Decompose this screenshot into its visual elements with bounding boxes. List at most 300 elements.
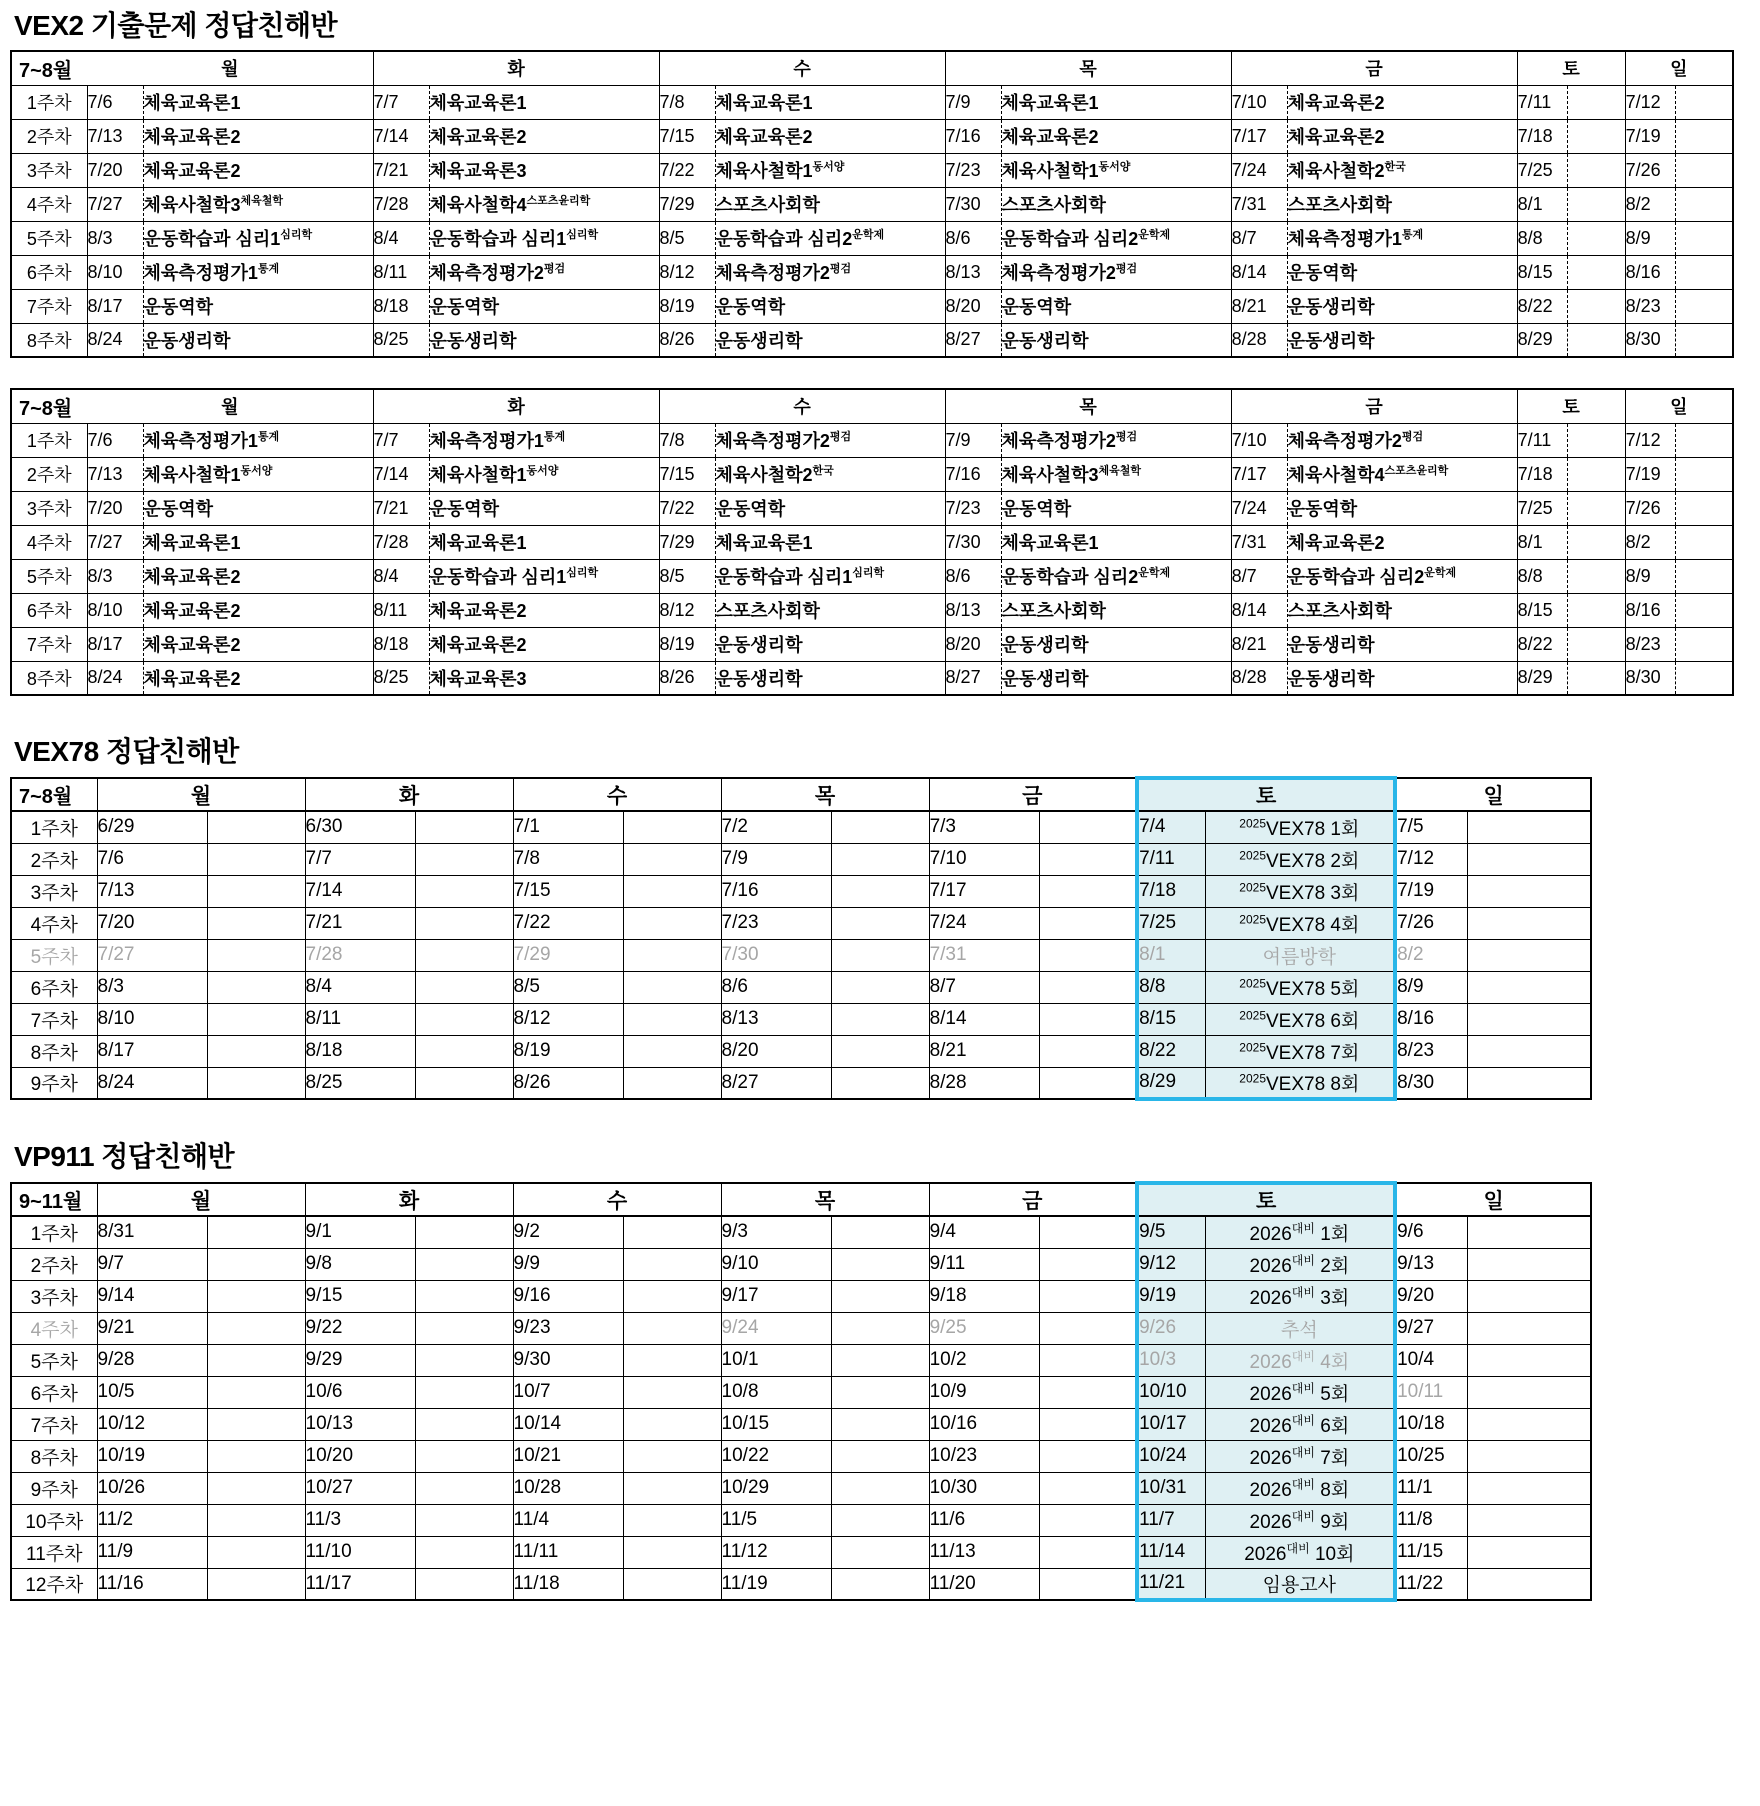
empty-cell bbox=[1039, 1003, 1137, 1035]
week-label: 10주차 bbox=[11, 1504, 97, 1536]
subject-superscript: 심리학 bbox=[566, 567, 599, 579]
day-header-5: 토 bbox=[1517, 51, 1625, 85]
date-cell: 7/10 bbox=[1231, 85, 1287, 119]
empty-cell bbox=[623, 1003, 721, 1035]
date-cell: 8/20 bbox=[721, 1035, 831, 1067]
empty-cell bbox=[415, 1568, 513, 1600]
subject-cell: 체육교육론2 bbox=[143, 661, 373, 695]
empty-cell bbox=[415, 1067, 513, 1099]
empty-cell bbox=[1467, 1216, 1591, 1248]
date-cell: 8/11 bbox=[373, 593, 429, 627]
subject-cell bbox=[1567, 85, 1625, 119]
date-cell: 10/15 bbox=[721, 1408, 831, 1440]
table-row bbox=[11, 423, 1733, 457]
day-header-4: 금 bbox=[1231, 389, 1517, 423]
day-header-5: 토 bbox=[1517, 389, 1625, 423]
date-cell: 10/14 bbox=[513, 1408, 623, 1440]
subject-cell: 체육측정평가$1^{통계}$ bbox=[143, 255, 373, 289]
table-row bbox=[11, 1408, 1591, 1440]
date-cell: 7/20 bbox=[97, 907, 207, 939]
subject-cell bbox=[1675, 457, 1733, 491]
week-label: 6주차 bbox=[11, 593, 87, 627]
exam-superscript: 2025 bbox=[1239, 880, 1266, 895]
date-cell: 7/28 bbox=[305, 939, 415, 971]
date-cell: 8/5 bbox=[513, 971, 623, 1003]
subject-superscript: 한국 bbox=[812, 465, 834, 477]
subject-cell bbox=[1675, 491, 1733, 525]
subject-superscript: 심리학 bbox=[566, 229, 599, 241]
subject-cell: 체육측정평가$2^{평검}$ bbox=[715, 255, 945, 289]
empty-cell bbox=[207, 1067, 305, 1099]
date-cell: 10/2 bbox=[929, 1344, 1039, 1376]
subject-superscript: 운학제 bbox=[1424, 567, 1457, 579]
section-title-vex2: VEX2 기출문제 정답친해반 bbox=[14, 10, 338, 41]
day-header-1: 화 bbox=[305, 1183, 513, 1216]
date-cell: 8/7 bbox=[1231, 221, 1287, 255]
saturday-exam-cell: $2026^{대비}$ 4회 bbox=[1205, 1344, 1395, 1376]
empty-cell bbox=[1467, 875, 1591, 907]
subject-superscript: 운학제 bbox=[1138, 229, 1171, 241]
date-cell: 7/19 bbox=[1625, 457, 1675, 491]
subject-cell: 운동생리학 bbox=[715, 627, 945, 661]
empty-cell bbox=[207, 1216, 305, 1248]
exam-superscript: 대비 bbox=[1291, 1381, 1315, 1396]
subject-cell: 운동역학 bbox=[715, 289, 945, 323]
empty-cell bbox=[1467, 1536, 1591, 1568]
sunday-date-cell: 10/25 bbox=[1395, 1440, 1467, 1472]
date-cell: 10/12 bbox=[97, 1408, 207, 1440]
table-row bbox=[11, 1472, 1591, 1504]
date-cell: 7/30 bbox=[721, 939, 831, 971]
date-cell: 8/15 bbox=[1517, 593, 1567, 627]
date-cell: 11/20 bbox=[929, 1568, 1039, 1600]
subject-cell bbox=[1567, 661, 1625, 695]
subject-cell: 운동생리학 bbox=[1001, 661, 1231, 695]
date-cell: 11/5 bbox=[721, 1504, 831, 1536]
day-header-0: 월 bbox=[97, 778, 305, 811]
table-row bbox=[11, 1003, 1591, 1035]
date-cell: 10/27 bbox=[305, 1472, 415, 1504]
day-header-5: 토 bbox=[1137, 778, 1395, 811]
empty-cell bbox=[831, 1568, 929, 1600]
empty-cell bbox=[415, 971, 513, 1003]
date-cell: 7/7 bbox=[305, 843, 415, 875]
saturday-date-cell: 7/18 bbox=[1137, 875, 1205, 907]
subject-superscript: 심리학 bbox=[852, 567, 885, 579]
empty-cell bbox=[207, 939, 305, 971]
date-cell: 7/17 bbox=[929, 875, 1039, 907]
subject-cell bbox=[1675, 559, 1733, 593]
subject-cell: 체육측정평가$2^{평검}$ bbox=[429, 255, 659, 289]
date-cell: 7/9 bbox=[721, 843, 831, 875]
week-label: 7주차 bbox=[11, 627, 87, 661]
schedule-document bbox=[0, 4, 1760, 1602]
empty-cell bbox=[1039, 1472, 1137, 1504]
subject-cell: 체육사철학$3^{체육철학}$ bbox=[1001, 457, 1231, 491]
subject-cell: 체육측정평가$2^{평검}$ bbox=[1001, 255, 1231, 289]
subject-cell: 체육측정평가$1^{통계}$ bbox=[143, 423, 373, 457]
date-cell: 8/13 bbox=[721, 1003, 831, 1035]
day-header-0: 월 bbox=[87, 389, 373, 423]
empty-cell bbox=[1039, 1248, 1137, 1280]
subject-superscript: 스포츠윤리학 bbox=[526, 195, 591, 207]
subject-cell: 스포츠사회학 bbox=[715, 593, 945, 627]
empty-cell bbox=[623, 1312, 721, 1344]
saturday-date-cell: 7/4 bbox=[1137, 811, 1205, 843]
saturday-date-cell: 10/17 bbox=[1137, 1408, 1205, 1440]
date-cell: 7/20 bbox=[87, 153, 143, 187]
date-cell: 7/16 bbox=[945, 457, 1001, 491]
empty-cell bbox=[207, 1376, 305, 1408]
subject-cell: 운동생리학 bbox=[1287, 289, 1517, 323]
saturday-exam-cell: $^{2025}$VEX78 1회 bbox=[1205, 811, 1395, 843]
empty-cell bbox=[831, 1440, 929, 1472]
empty-cell bbox=[831, 1035, 929, 1067]
date-cell: 7/2 bbox=[721, 811, 831, 843]
date-cell: 8/18 bbox=[305, 1035, 415, 1067]
empty-cell bbox=[207, 1536, 305, 1568]
week-label: 6주차 bbox=[11, 255, 87, 289]
table-row bbox=[11, 119, 1733, 153]
date-cell: 9/10 bbox=[721, 1248, 831, 1280]
saturday-exam-cell: $2026^{대비}$ 1회 bbox=[1205, 1216, 1395, 1248]
date-cell: 11/19 bbox=[721, 1568, 831, 1600]
empty-cell bbox=[1467, 1312, 1591, 1344]
empty-cell bbox=[831, 1536, 929, 1568]
week-label: 4주차 bbox=[11, 525, 87, 559]
saturday-exam-cell: 여름방학 bbox=[1205, 939, 1395, 971]
day-header-2: 수 bbox=[513, 1183, 721, 1216]
date-cell: 8/4 bbox=[373, 221, 429, 255]
empty-cell bbox=[831, 939, 929, 971]
week-label: 1주차 bbox=[11, 811, 97, 843]
date-cell: 10/22 bbox=[721, 1440, 831, 1472]
date-cell: 7/17 bbox=[1231, 457, 1287, 491]
empty-cell bbox=[1467, 1376, 1591, 1408]
week-label: 9주차 bbox=[11, 1067, 97, 1099]
table-row bbox=[11, 491, 1733, 525]
date-cell: 7/17 bbox=[1231, 119, 1287, 153]
table-header-row bbox=[11, 1183, 1591, 1216]
date-cell: 8/22 bbox=[1517, 289, 1567, 323]
subject-cell: 체육교육론2 bbox=[1287, 85, 1517, 119]
week-label: 8주차 bbox=[11, 661, 87, 695]
empty-cell bbox=[207, 1472, 305, 1504]
date-cell: 11/4 bbox=[513, 1504, 623, 1536]
week-label: 2주차 bbox=[11, 119, 87, 153]
sunday-date-cell: 7/19 bbox=[1395, 875, 1467, 907]
week-label: 11주차 bbox=[11, 1536, 97, 1568]
saturday-exam-cell: $2026^{대비}$ 3회 bbox=[1205, 1280, 1395, 1312]
date-cell: 8/26 bbox=[513, 1067, 623, 1099]
subject-cell: 체육사철학$4^{스포츠윤리학}$ bbox=[429, 187, 659, 221]
empty-cell bbox=[1467, 843, 1591, 875]
table-row bbox=[11, 661, 1733, 695]
date-cell: 8/14 bbox=[1231, 593, 1287, 627]
empty-cell bbox=[415, 1216, 513, 1248]
subject-cell: 체육교육론1 bbox=[429, 525, 659, 559]
empty-cell bbox=[1039, 1067, 1137, 1099]
date-cell: 6/30 bbox=[305, 811, 415, 843]
date-cell: 7/27 bbox=[87, 187, 143, 221]
subject-cell bbox=[1567, 457, 1625, 491]
exam-superscript: 대비 bbox=[1286, 1541, 1310, 1556]
date-cell: 7/29 bbox=[659, 525, 715, 559]
subject-cell: 체육교육론1 bbox=[429, 85, 659, 119]
date-cell: 7/8 bbox=[659, 85, 715, 119]
empty-cell bbox=[831, 1408, 929, 1440]
subject-cell: 운동역학 bbox=[1001, 289, 1231, 323]
subject-cell: 체육교육론1 bbox=[1001, 85, 1231, 119]
date-cell: 8/5 bbox=[659, 221, 715, 255]
saturday-date-cell: 11/14 bbox=[1137, 1536, 1205, 1568]
date-cell: 10/16 bbox=[929, 1408, 1039, 1440]
date-cell: 7/3 bbox=[929, 811, 1039, 843]
saturday-date-cell: 10/31 bbox=[1137, 1472, 1205, 1504]
day-header-6: 일 bbox=[1625, 389, 1733, 423]
subject-cell: 운동생리학 bbox=[1287, 661, 1517, 695]
date-cell: 7/24 bbox=[1231, 153, 1287, 187]
date-cell: 8/3 bbox=[87, 559, 143, 593]
empty-cell bbox=[415, 1035, 513, 1067]
subject-cell: 운동생리학 bbox=[429, 323, 659, 357]
section-title-vex78: VEX78 정답친해반 bbox=[14, 736, 239, 767]
date-cell: 7/29 bbox=[513, 939, 623, 971]
date-cell: 8/17 bbox=[87, 627, 143, 661]
date-cell: 8/9 bbox=[1625, 221, 1675, 255]
day-header-6: 일 bbox=[1395, 778, 1591, 811]
date-cell: 9/29 bbox=[305, 1344, 415, 1376]
date-cell: 7/13 bbox=[87, 119, 143, 153]
date-cell: 7/25 bbox=[1517, 153, 1567, 187]
subject-cell bbox=[1675, 85, 1733, 119]
subject-cell bbox=[1675, 525, 1733, 559]
exam-superscript: 2025 bbox=[1239, 1008, 1266, 1023]
empty-cell bbox=[207, 1003, 305, 1035]
subject-superscript: 평검 bbox=[1115, 263, 1138, 275]
date-cell: 8/20 bbox=[945, 627, 1001, 661]
empty-cell bbox=[1467, 971, 1591, 1003]
subject-schedule-table bbox=[10, 388, 1734, 696]
subject-superscript: 체육철학 bbox=[1098, 465, 1142, 477]
date-cell: 11/12 bbox=[721, 1536, 831, 1568]
date-cell: 9/9 bbox=[513, 1248, 623, 1280]
date-cell: 9/21 bbox=[97, 1312, 207, 1344]
empty-cell bbox=[623, 1472, 721, 1504]
table-row bbox=[11, 1536, 1591, 1568]
saturday-date-cell: 9/5 bbox=[1137, 1216, 1205, 1248]
week-label: 9주차 bbox=[11, 1472, 97, 1504]
subject-cell bbox=[1567, 627, 1625, 661]
week-label: 12주차 bbox=[11, 1568, 97, 1600]
empty-cell bbox=[1467, 1440, 1591, 1472]
subject-cell: 체육사철학$1^{동서양}$ bbox=[429, 457, 659, 491]
subject-superscript: 동서양 bbox=[240, 465, 273, 477]
day-header-5: 토 bbox=[1137, 1183, 1395, 1216]
exam-superscript: 대비 bbox=[1291, 1349, 1315, 1364]
exam-superscript: 2025 bbox=[1239, 1040, 1266, 1055]
subject-cell bbox=[1675, 593, 1733, 627]
empty-cell bbox=[207, 1568, 305, 1600]
day-header-2: 수 bbox=[513, 778, 721, 811]
day-header-6: 일 bbox=[1625, 51, 1733, 85]
saturday-date-cell: 7/25 bbox=[1137, 907, 1205, 939]
date-cell: 8/27 bbox=[945, 661, 1001, 695]
empty-cell bbox=[207, 1504, 305, 1536]
exam-superscript: 대비 bbox=[1291, 1509, 1315, 1524]
saturday-exam-cell: $2026^{대비}$ 5회 bbox=[1205, 1376, 1395, 1408]
empty-cell bbox=[415, 1248, 513, 1280]
date-cell: 8/13 bbox=[945, 593, 1001, 627]
date-cell: 7/28 bbox=[373, 187, 429, 221]
date-cell: 8/23 bbox=[1625, 627, 1675, 661]
empty-cell bbox=[623, 843, 721, 875]
date-cell: 8/10 bbox=[97, 1003, 207, 1035]
date-cell: 11/9 bbox=[97, 1536, 207, 1568]
vex78-schedule-table bbox=[10, 776, 1592, 1101]
subject-cell: 체육사철학$4^{스포츠윤리학}$ bbox=[1287, 457, 1517, 491]
table-row bbox=[11, 627, 1733, 661]
week-label: 4주차 bbox=[11, 1312, 97, 1344]
empty-cell bbox=[415, 843, 513, 875]
empty-cell bbox=[623, 939, 721, 971]
date-cell: 8/26 bbox=[659, 323, 715, 357]
subject-cell: 운동역학 bbox=[429, 289, 659, 323]
exam-superscript: 2025 bbox=[1239, 816, 1266, 831]
date-cell: 7/8 bbox=[513, 843, 623, 875]
empty-cell bbox=[623, 1376, 721, 1408]
subject-cell: 운동역학 bbox=[1287, 491, 1517, 525]
date-cell: 9/3 bbox=[721, 1216, 831, 1248]
date-cell: 8/26 bbox=[659, 661, 715, 695]
empty-cell bbox=[415, 1472, 513, 1504]
date-cell: 7/30 bbox=[945, 187, 1001, 221]
date-cell: 7/24 bbox=[1231, 491, 1287, 525]
sunday-date-cell: 8/9 bbox=[1395, 971, 1467, 1003]
week-label: 7주차 bbox=[11, 1408, 97, 1440]
table-row bbox=[11, 811, 1591, 843]
date-cell: 8/21 bbox=[1231, 627, 1287, 661]
table-row bbox=[11, 907, 1591, 939]
subject-cell: 체육교육론2 bbox=[1287, 119, 1517, 153]
subject-cell: 체육사철학$1^{동서양}$ bbox=[143, 457, 373, 491]
saturday-exam-cell: $^{2025}$VEX78 3회 bbox=[1205, 875, 1395, 907]
date-cell: 8/10 bbox=[87, 593, 143, 627]
subject-cell: 운동역학 bbox=[715, 491, 945, 525]
empty-cell bbox=[415, 811, 513, 843]
subject-cell: 운동학습과 심리$1^{심리학}$ bbox=[715, 559, 945, 593]
subject-cell: 체육사철학$2^{한국}$ bbox=[715, 457, 945, 491]
empty-cell bbox=[1039, 1312, 1137, 1344]
subject-cell: 체육사철학$1^{동서양}$ bbox=[1001, 153, 1231, 187]
section-title-vp911: VP911 정답친해반 bbox=[14, 1141, 235, 1172]
subject-cell: 체육측정평가$2^{평검}$ bbox=[715, 423, 945, 457]
subject-cell: 체육교육론2 bbox=[143, 627, 373, 661]
date-cell: 7/16 bbox=[945, 119, 1001, 153]
empty-cell bbox=[1467, 1472, 1591, 1504]
subject-cell bbox=[1675, 627, 1733, 661]
subject-cell: 체육측정평가$1^{통계}$ bbox=[429, 423, 659, 457]
empty-cell bbox=[623, 1504, 721, 1536]
week-label: 1주차 bbox=[11, 423, 87, 457]
subject-cell: 스포츠사회학 bbox=[1001, 593, 1231, 627]
date-cell: 8/15 bbox=[1517, 255, 1567, 289]
saturday-date-cell: 8/22 bbox=[1137, 1035, 1205, 1067]
date-cell: 7/21 bbox=[305, 907, 415, 939]
date-cell: 10/8 bbox=[721, 1376, 831, 1408]
empty-cell bbox=[415, 1376, 513, 1408]
week-label: 6주차 bbox=[11, 1376, 97, 1408]
subject-superscript: 평검 bbox=[829, 263, 852, 275]
table-row bbox=[11, 939, 1591, 971]
date-cell: 9/1 bbox=[305, 1216, 415, 1248]
sunday-date-cell: 11/22 bbox=[1395, 1568, 1467, 1600]
subject-cell: 운동생리학 bbox=[1001, 627, 1231, 661]
exam-superscript: 대비 bbox=[1291, 1477, 1315, 1492]
date-cell: 7/7 bbox=[373, 423, 429, 457]
week-label: 8주차 bbox=[11, 1035, 97, 1067]
subject-superscript: 통계 bbox=[1401, 229, 1424, 241]
date-cell: 7/23 bbox=[945, 153, 1001, 187]
date-cell: 7/28 bbox=[373, 525, 429, 559]
subject-cell: 운동역학 bbox=[143, 289, 373, 323]
date-cell: 7/29 bbox=[659, 187, 715, 221]
empty-cell bbox=[1039, 1504, 1137, 1536]
table-spacer bbox=[0, 358, 1760, 388]
date-cell: 8/24 bbox=[97, 1067, 207, 1099]
empty-cell bbox=[623, 875, 721, 907]
saturday-date-cell: 10/10 bbox=[1137, 1376, 1205, 1408]
date-cell: 7/21 bbox=[373, 491, 429, 525]
date-cell: 8/7 bbox=[1231, 559, 1287, 593]
date-cell: 10/13 bbox=[305, 1408, 415, 1440]
table-header-row bbox=[11, 51, 1733, 85]
subject-cell: 체육사철학$3^{체육철학}$ bbox=[143, 187, 373, 221]
subject-cell: 체육교육론1 bbox=[1001, 525, 1231, 559]
exam-superscript: 대비 bbox=[1291, 1413, 1315, 1428]
week-label: 3주차 bbox=[11, 875, 97, 907]
vp911-schedule-table bbox=[10, 1181, 1592, 1602]
sunday-date-cell: 11/8 bbox=[1395, 1504, 1467, 1536]
day-header-3: 목 bbox=[945, 51, 1231, 85]
empty-cell bbox=[415, 1344, 513, 1376]
sunday-date-cell: 7/5 bbox=[1395, 811, 1467, 843]
date-cell: 8/6 bbox=[721, 971, 831, 1003]
subject-schedule-table bbox=[10, 50, 1734, 358]
subject-cell: 체육측정평가$1^{통계}$ bbox=[1287, 221, 1517, 255]
saturday-date-cell: 8/29 bbox=[1137, 1067, 1205, 1099]
empty-cell bbox=[415, 939, 513, 971]
sunday-date-cell: 7/26 bbox=[1395, 907, 1467, 939]
subject-cell bbox=[1567, 423, 1625, 457]
subject-cell bbox=[1567, 255, 1625, 289]
date-cell: 8/3 bbox=[87, 221, 143, 255]
empty-cell bbox=[207, 1248, 305, 1280]
subject-superscript: 동서양 bbox=[1098, 161, 1131, 173]
table-row bbox=[11, 593, 1733, 627]
subject-cell: 스포츠사회학 bbox=[715, 187, 945, 221]
week-label: 1주차 bbox=[11, 85, 87, 119]
month-range-label: 7~8월 bbox=[11, 778, 97, 811]
date-cell: 8/16 bbox=[1625, 593, 1675, 627]
date-cell: 9/24 bbox=[721, 1312, 831, 1344]
date-cell: 7/22 bbox=[659, 491, 715, 525]
saturday-exam-cell: $^{2025}$VEX78 5회 bbox=[1205, 971, 1395, 1003]
date-cell: 8/12 bbox=[513, 1003, 623, 1035]
subject-cell: 운동학습과 심리$2^{운학제}$ bbox=[1001, 559, 1231, 593]
subject-cell: 운동생리학 bbox=[1287, 627, 1517, 661]
date-cell: 11/11 bbox=[513, 1536, 623, 1568]
